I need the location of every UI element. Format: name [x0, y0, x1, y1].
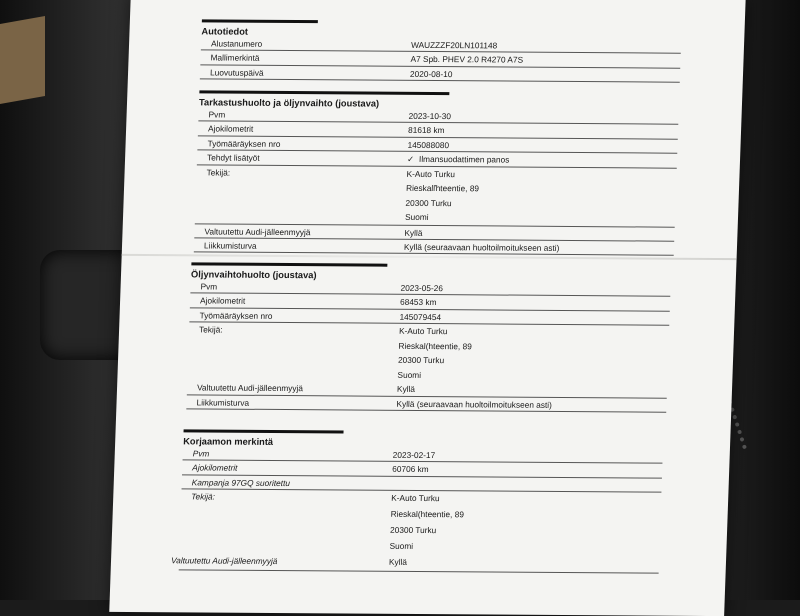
workshop-postal: 20300 Turku	[397, 354, 445, 366]
row-label: Ajokilometrit	[199, 295, 246, 307]
row-value	[407, 154, 510, 165]
workshop-street: Rieskal(hteentie, 89	[398, 340, 473, 351]
row-label: Alustanumero	[210, 38, 263, 49]
row-label: Ajokilometrit	[192, 462, 238, 474]
row-label: Valtuutettu Audi-jälleenmyyjä	[196, 382, 304, 394]
row-label: Ajokilometrit	[207, 123, 254, 135]
workshop-country: Suomi	[397, 369, 422, 380]
section-oljynvaihtohuolto	[186, 262, 671, 412]
section-tarkastushuolto	[194, 90, 680, 256]
row-label: Liikkumisturva	[203, 240, 257, 251]
row-value: 2023-05-26	[400, 282, 444, 294]
row-value: 81618 km	[407, 125, 445, 136]
row-label: Tekijä:	[206, 166, 231, 178]
row-label: Valtuutettu Audi-jälleenmyyjä	[204, 225, 311, 237]
row-label: Tehdyt lisätyöt	[206, 152, 260, 163]
row-value: Kyllä	[404, 227, 423, 238]
workshop-country: Suomi	[404, 211, 429, 223]
row-label: Pvm	[200, 281, 218, 292]
row-value: 2023-10-30	[408, 110, 452, 122]
row-value: Kyllä (seuraavaan huoltoilmoitukseen asti)	[396, 398, 553, 410]
row-label: Pvm	[208, 109, 226, 120]
row-label: Luovutuspäivä	[209, 67, 264, 78]
row-value: Kyllä	[388, 556, 408, 568]
row-value: Kyllä (seuraavaan huoltoilmoitukseen asti)	[403, 241, 560, 253]
row-value: 68453 km	[399, 297, 437, 308]
row-label: Työmääräyksen nro	[207, 138, 281, 149]
service-record-paper	[109, 0, 746, 616]
section-title: Tarkastushuolto ja öljynvaihto (joustava)	[199, 90, 450, 109]
row-value: 2020-08-10	[409, 68, 453, 79]
row-value: 60706 km	[392, 464, 429, 475]
row-value: 145079454	[399, 311, 442, 322]
checkmark-icon: ✓	[406, 153, 415, 165]
section-title: Autotiedot	[201, 19, 318, 37]
row-label: Kampanja 97GQ suoritettu	[191, 477, 291, 488]
workshop-name: K-Auto Turku	[406, 168, 456, 179]
table-row	[194, 238, 674, 256]
workshop-country: Suomi	[389, 540, 414, 552]
section-korjaamon-merkinta	[170, 429, 664, 574]
row-value: Kyllä	[396, 383, 416, 395]
row-label: Tekijä:	[191, 491, 216, 502]
wood-trim	[0, 16, 45, 104]
workshop-postal: 20300 Turku	[389, 524, 437, 536]
workshop-street: Rieskalľhteentie, 89	[405, 182, 480, 194]
section-autotiedot	[200, 19, 682, 83]
table-row	[170, 553, 659, 573]
row-value: WAUZZZF20LN101148	[410, 39, 498, 51]
row-value: 145088080	[407, 139, 450, 150]
row-value: 2023-02-17	[392, 449, 436, 461]
workshop-name: K-Auto Turku	[391, 492, 440, 504]
row-value: A7 Spb. PHEV 2.0 R4270 A7S	[410, 54, 524, 66]
row-label: Pvm	[192, 448, 210, 459]
workshop-postal: 20300 Turku	[405, 197, 452, 208]
workshop-name: K-Auto Turku	[398, 325, 448, 337]
row-label: Mallimerkintä	[210, 52, 260, 64]
row-label: Liikkumisturva	[196, 396, 250, 408]
workshop-street: Rieskal(hteentie, 89	[390, 508, 465, 520]
table-row	[186, 395, 666, 413]
extra-work-text: Ilmansuodattimen panos	[418, 154, 510, 165]
section-title: Korjaamon merkintä	[183, 429, 343, 447]
row-label: Työmääräyksen nro	[199, 310, 273, 321]
table-row	[200, 65, 680, 83]
row-label: Tekijä:	[198, 324, 223, 335]
row-label: Valtuutettu Audi-jälleenmyyjä	[170, 555, 278, 567]
section-title: Öljynvaihtohuolto (joustava)	[191, 262, 387, 280]
